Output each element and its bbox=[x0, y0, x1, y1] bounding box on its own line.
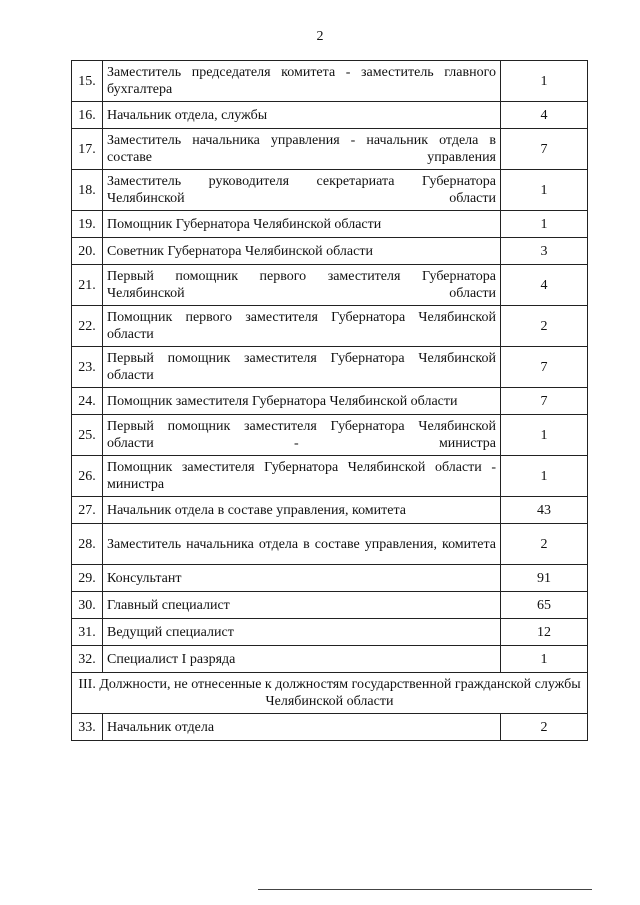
row-number: 25. bbox=[72, 415, 103, 456]
position-title: Первый помощник заместителя Губернатора Челябинской области - министра bbox=[103, 415, 501, 456]
table-row bbox=[72, 170, 588, 211]
row-number: 15. bbox=[72, 61, 103, 102]
position-title: Начальник отдела в составе управления, комитета bbox=[103, 497, 501, 524]
position-count: 91 bbox=[501, 565, 588, 592]
table-row bbox=[72, 102, 588, 129]
position-title: Помощник первого заместителя Губернатора Челябинской области bbox=[103, 306, 501, 347]
position-title: Специалист I разряда bbox=[103, 646, 501, 673]
position-title: Заместитель председателя комитета - заместитель главного бухгалтера bbox=[103, 61, 501, 102]
position-count: 2 bbox=[501, 524, 588, 565]
row-number: 29. bbox=[72, 565, 103, 592]
page-number: 2 bbox=[316, 29, 324, 44]
row-number: 23. bbox=[72, 347, 103, 388]
position-title: Главный специалист bbox=[103, 592, 501, 619]
position-count: 7 bbox=[501, 347, 588, 388]
row-number: 16. bbox=[72, 102, 103, 129]
row-number: 33. bbox=[72, 714, 103, 741]
table-row bbox=[72, 415, 588, 456]
row-number: 27. bbox=[72, 497, 103, 524]
position-count: 43 bbox=[501, 497, 588, 524]
position-title: Заместитель начальника управления - начальник отдела в составе управления bbox=[103, 129, 501, 170]
position-count: 1 bbox=[501, 61, 588, 102]
position-title: Начальник отдела bbox=[103, 714, 501, 741]
table-row bbox=[72, 619, 588, 646]
table-row bbox=[72, 238, 588, 265]
position-title: Помощник Губернатора Челябинской области bbox=[103, 211, 501, 238]
row-number: 18. bbox=[72, 170, 103, 211]
position-count: 3 bbox=[501, 238, 588, 265]
row-number: 31. bbox=[72, 619, 103, 646]
table-row bbox=[72, 265, 588, 306]
row-number: 30. bbox=[72, 592, 103, 619]
row-number: 21. bbox=[72, 265, 103, 306]
position-count: 1 bbox=[501, 211, 588, 238]
position-count: 2 bbox=[501, 306, 588, 347]
position-title: Заместитель руководителя секретариата Губернатора Челябинской области bbox=[103, 170, 501, 211]
position-count: 7 bbox=[501, 129, 588, 170]
position-title: Советник Губернатора Челябинской области bbox=[103, 238, 501, 265]
position-count: 1 bbox=[501, 415, 588, 456]
section-heading: III. Должности, не отнесенные к должностям государственной гражданской службы Челябинской области bbox=[72, 673, 588, 714]
position-count: 12 bbox=[501, 619, 588, 646]
position-count: 65 bbox=[501, 592, 588, 619]
section-heading-row bbox=[72, 673, 588, 714]
table-row bbox=[72, 565, 588, 592]
table-row bbox=[72, 714, 588, 741]
table-row bbox=[72, 388, 588, 415]
table-row bbox=[72, 129, 588, 170]
position-count: 1 bbox=[501, 456, 588, 497]
row-number: 22. bbox=[72, 306, 103, 347]
position-count: 1 bbox=[501, 170, 588, 211]
position-title: Начальник отдела, службы bbox=[103, 102, 501, 129]
table-row bbox=[72, 497, 588, 524]
bottom-rule bbox=[258, 889, 592, 890]
position-title: Первый помощник заместителя Губернатора Челябинской области bbox=[103, 347, 501, 388]
row-number: 17. bbox=[72, 129, 103, 170]
positions-table bbox=[71, 60, 588, 741]
position-count: 1 bbox=[501, 646, 588, 673]
position-title: Ведущий специалист bbox=[103, 619, 501, 646]
position-count: 4 bbox=[501, 265, 588, 306]
position-title: Консультант bbox=[103, 565, 501, 592]
position-title: Помощник заместителя Губернатора Челябинской области - министра bbox=[103, 456, 501, 497]
table-row bbox=[72, 306, 588, 347]
table-row bbox=[72, 592, 588, 619]
row-number: 19. bbox=[72, 211, 103, 238]
position-title: Первый помощник первого заместителя Губернатора Челябинской области bbox=[103, 265, 501, 306]
table-row bbox=[72, 211, 588, 238]
row-number: 24. bbox=[72, 388, 103, 415]
position-count: 2 bbox=[501, 714, 588, 741]
position-count: 7 bbox=[501, 388, 588, 415]
position-title: Заместитель начальника отдела в составе управления, комитета bbox=[103, 524, 501, 565]
row-number: 32. bbox=[72, 646, 103, 673]
table-row bbox=[72, 347, 588, 388]
table-row bbox=[72, 456, 588, 497]
position-count: 4 bbox=[501, 102, 588, 129]
table-row bbox=[72, 646, 588, 673]
row-number: 26. bbox=[72, 456, 103, 497]
table-row bbox=[72, 61, 588, 102]
row-number: 20. bbox=[72, 238, 103, 265]
row-number: 28. bbox=[72, 524, 103, 565]
position-title: Помощник заместителя Губернатора Челябинской области bbox=[103, 388, 501, 415]
table-row bbox=[72, 524, 588, 565]
